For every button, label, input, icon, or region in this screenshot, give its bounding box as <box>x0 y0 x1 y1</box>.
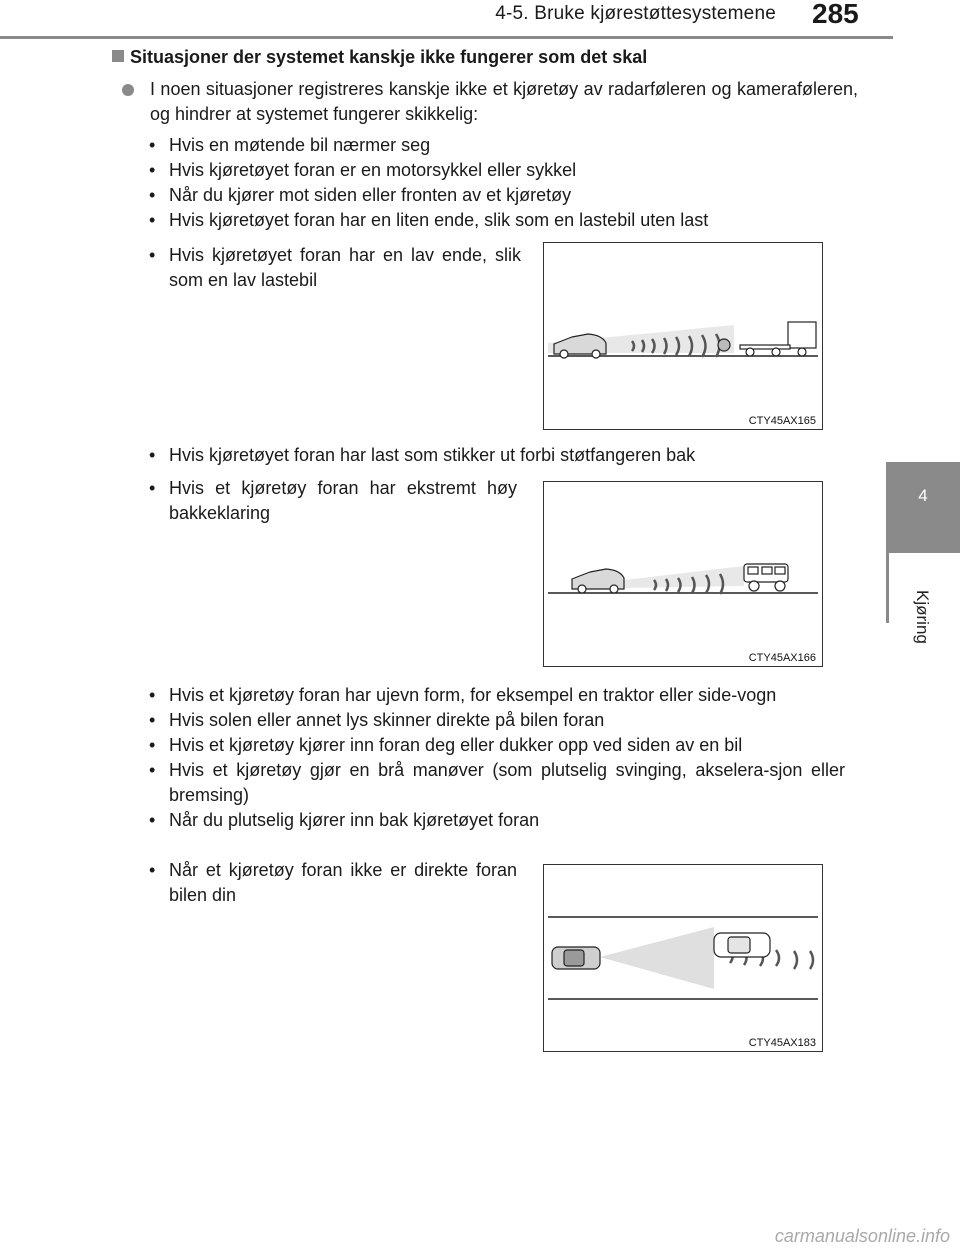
list-item: • Hvis kjøretøyet foran har en lav ende, slik som en lav lastebil <box>149 243 521 293</box>
watermark: carmanualsonline.info <box>774 1226 950 1246</box>
list-item: • Hvis et kjøretøy kjører inn foran deg eller dukker opp ved siden av en bil <box>149 733 845 758</box>
list-item: • Hvis et kjøretøy foran har ujevn form, for eksempel en traktor eller side-vogn <box>149 683 845 708</box>
figure-low-truck <box>543 242 823 430</box>
chapter-tab <box>886 462 960 553</box>
header-rule <box>0 36 893 39</box>
bullet-list-2 <box>149 443 845 468</box>
bullet-list-1 <box>149 133 845 233</box>
low-truck-illustration <box>544 243 822 429</box>
list-item: • Når du kjører mot siden eller fronten av et kjøretøy <box>149 183 845 208</box>
intro-text: I noen situasjoner registreres kanskje ikke et kjøretøy av radarføleren og kameraføleren, og hindrer at systemet fungerer skikkelig: <box>150 79 858 124</box>
list-item: • Hvis kjøretøyet foran har last som stikker ut forbi støtfangeren bak <box>149 443 845 468</box>
chapter-tab-rule <box>886 553 889 623</box>
section-heading <box>112 47 647 68</box>
square-bullet-icon <box>112 50 124 62</box>
page-number: 285 <box>812 0 859 29</box>
list-item: • Hvis kjøretøyet foran er en motorsykkel eller sykkel <box>149 158 845 183</box>
figure-code: CTY45AX183 <box>748 1037 816 1049</box>
figure-high-clearance <box>543 481 823 667</box>
figure-code: CTY45AX165 <box>748 415 816 427</box>
offset-vehicle-illustration <box>544 865 822 1051</box>
figure-code: CTY45AX166 <box>748 652 816 664</box>
list-item: • Hvis kjøretøyet foran har en liten ende, slik som en lastebil uten last <box>149 208 845 233</box>
bullet-list-3 <box>149 683 845 833</box>
list-item: • Hvis solen eller annet lys skinner direkte på bilen foran <box>149 708 845 733</box>
chapter-number: 4 <box>918 486 928 505</box>
list-item: • Hvis et kjøretøy foran har ekstremt høy bakkeklaring <box>149 476 517 526</box>
section-heading-text: Situasjoner der systemet kanskje ikke fungerer som det skal <box>130 47 648 67</box>
figure-1-caption <box>149 243 521 293</box>
intro-paragraph <box>128 77 858 127</box>
figure-2-caption <box>149 476 517 526</box>
list-item: • Hvis et kjøretøy gjør en brå manøver (som plutselig svinging, akselera-sjon eller bremsing) <box>149 758 845 808</box>
list-item: • Når et kjøretøy foran ikke er direkte foran bilen din <box>149 858 517 908</box>
circle-bullet-icon <box>122 84 134 96</box>
list-item: • Hvis en møtende bil nærmer seg <box>149 133 845 158</box>
running-header-title: 4-5. Bruke kjørestøttesystemene <box>495 3 776 24</box>
list-item: • Når du plutselig kjører inn bak kjøretøyet foran <box>149 808 845 833</box>
high-clearance-illustration <box>544 482 822 666</box>
chapter-label: Kjøring <box>913 590 932 644</box>
figure-offset-vehicle <box>543 864 823 1052</box>
figure-3-caption <box>149 858 517 908</box>
